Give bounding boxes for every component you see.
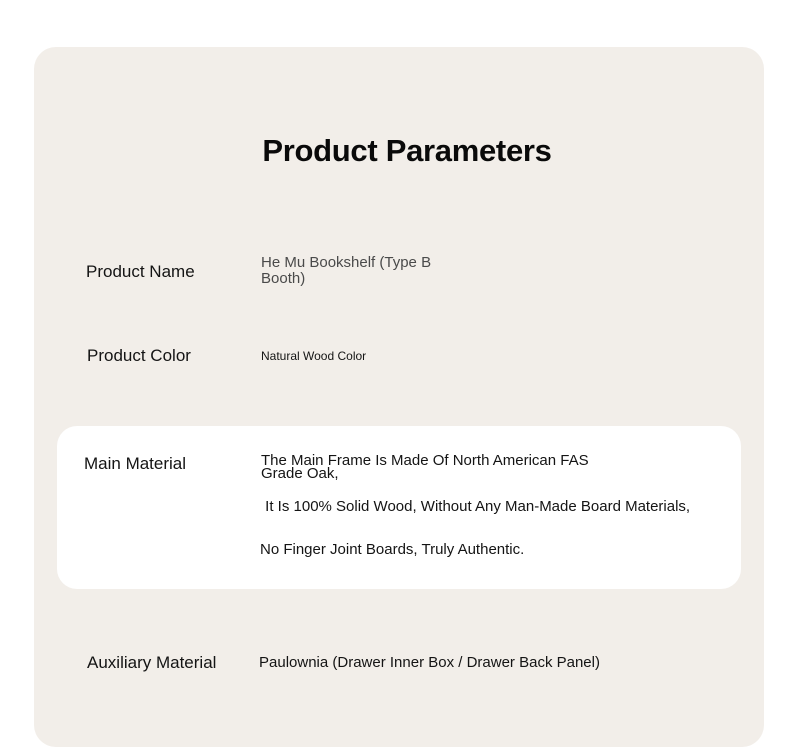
product-name-value-line1: He Mu Bookshelf (Type B xyxy=(261,254,432,271)
product-name-value xyxy=(261,255,431,287)
main-material-line2: Grade Oak, xyxy=(261,465,339,482)
main-material-line3: It Is 100% Solid Wood, Without Any Man-Made Board Materials, xyxy=(261,498,691,515)
auxiliary-material-value: Paulownia (Drawer Inner Box / Drawer Back Panel) xyxy=(259,654,600,671)
page-title: Product Parameters xyxy=(262,133,552,168)
product-color-label: Product Color xyxy=(87,346,191,365)
main-material-line4: No Finger Joint Boards, Truly Authentic. xyxy=(260,541,525,558)
main-material-label: Main Material xyxy=(84,454,187,473)
product-name-label: Product Name xyxy=(86,262,195,281)
main-material-line1: The Main Frame Is Made Of North American FAS xyxy=(261,452,589,469)
auxiliary-material-label: Auxiliary Material xyxy=(87,653,217,672)
product-name-value-line2: Booth) xyxy=(261,270,306,287)
product-color-value: Natural Wood Color xyxy=(261,349,367,363)
